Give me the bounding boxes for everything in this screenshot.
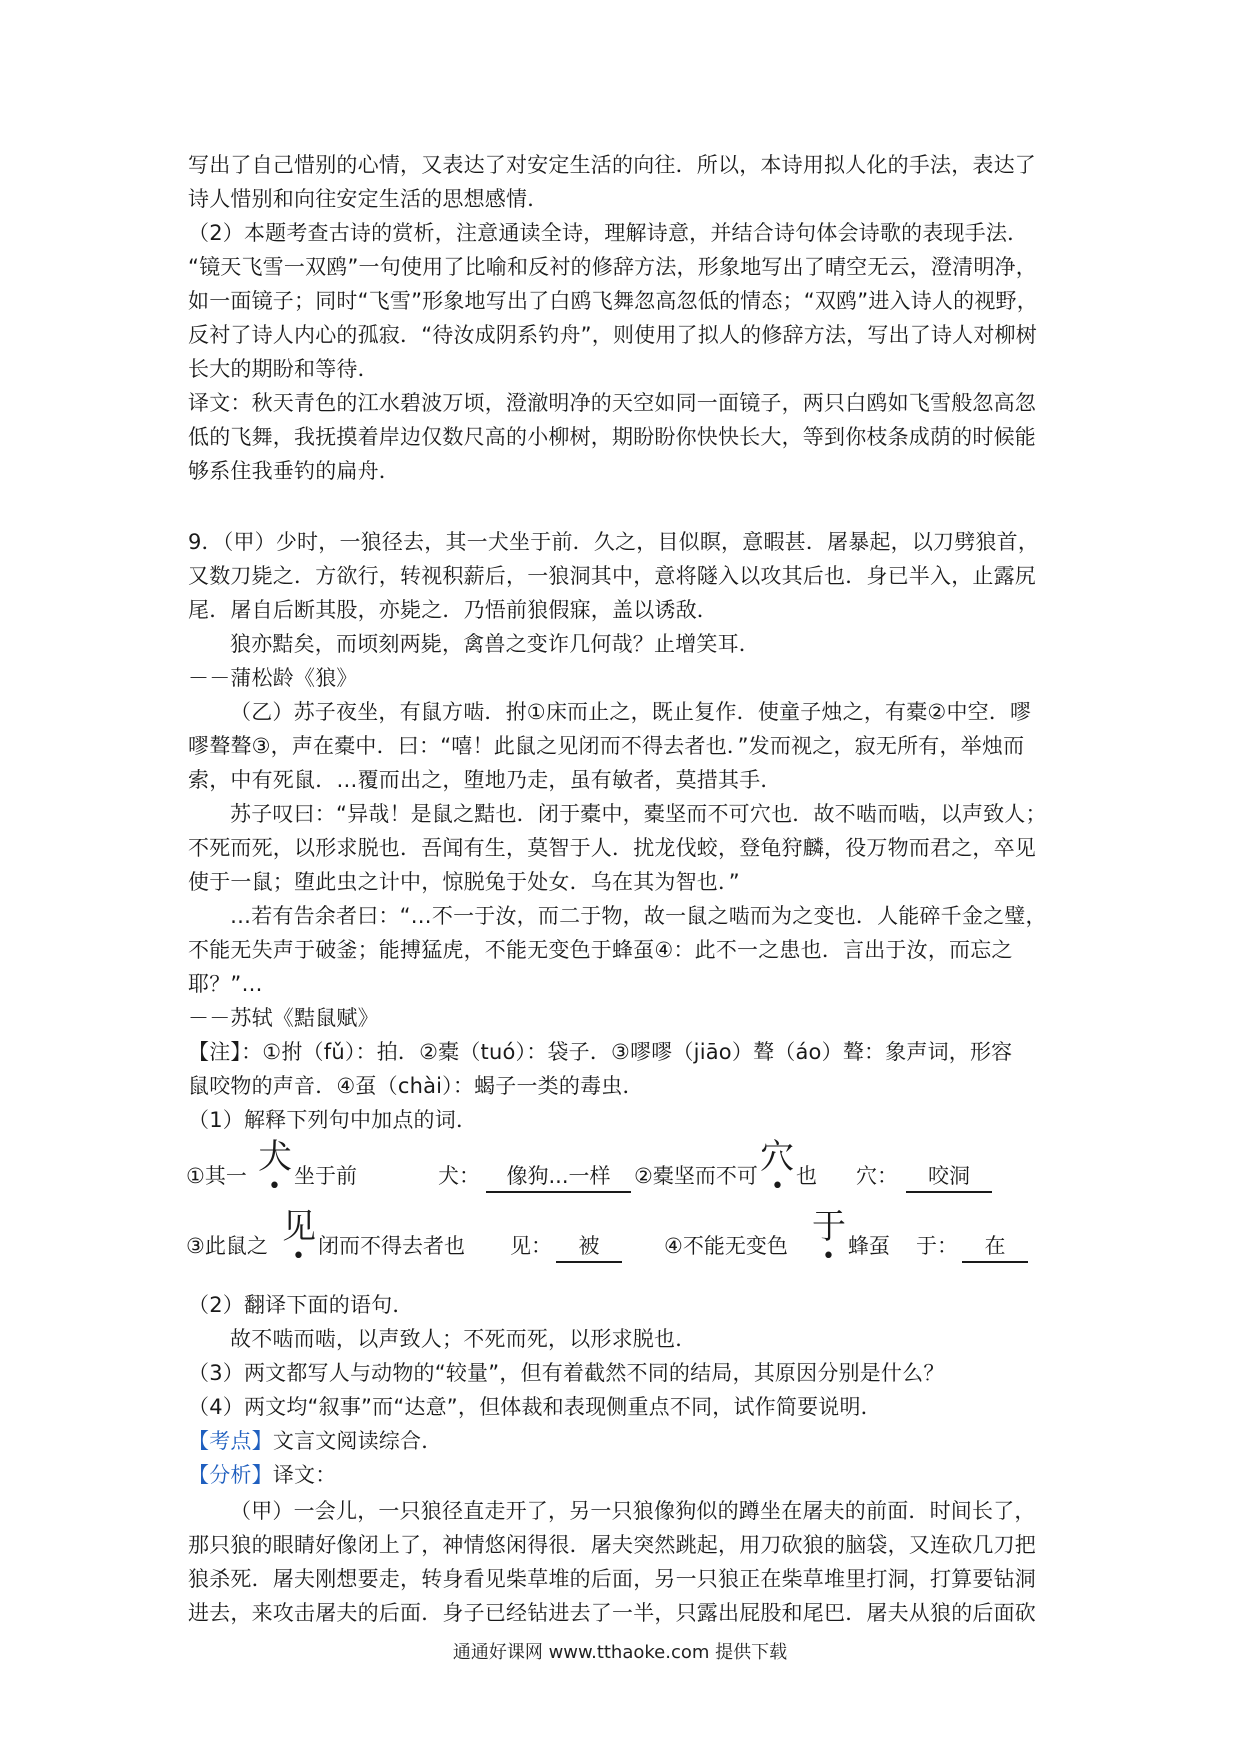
- vocab-sentence: 蜂虿: [848, 1234, 890, 1258]
- fenxi-line: [188, 1458, 1068, 1492]
- vocab-label: 穴：: [856, 1164, 898, 1188]
- notes-line: 【注】：①拊（fǔ）：拍．②橐（tuó）：袋子．③嘐嘐（jiāo）聱（áo）聱：象声词，形容: [188, 1040, 1013, 1064]
- emphasis-dot: •: [268, 1174, 281, 1199]
- vocab-sentence: ②橐坚而不可: [634, 1164, 758, 1188]
- translation-line: 进去，来攻击屠夫的后面．身子已经钻进去了一半，只露出屁股和尾巴．屠夫从狼的后面砍: [188, 1601, 1036, 1625]
- notes-line: 鼠咬物的声音．④虿（chài）：蝎子一类的毒虫．: [188, 1074, 644, 1098]
- kaodian-tag: 【考点】: [188, 1429, 273, 1453]
- vocab-key-char: 于: [812, 1207, 846, 1247]
- vocab-key-char: 见: [282, 1207, 316, 1247]
- translation-line: 那只狼的眼睛好像闭上了，神情悠闲得很．屠夫突然跳起，用刀砍狼的脑袋，又连砍几刀把: [188, 1533, 1036, 1557]
- passage-source: －－苏轼《黠鼠赋》: [188, 1006, 379, 1030]
- passage-line: 使于一鼠；堕此虫之计中，惊脱兔于处女．乌在其为智也．”: [188, 870, 740, 894]
- passage-line: …若有告余者曰：“…不一于汝，而二于物，故一鼠之啮而为之变也．人能碎千金之璧，: [230, 904, 1047, 928]
- passage-line: 不能无失声于破釜；能搏猛虎，不能无变色于蜂虿④：此不一之患也．言出于汝，而忘之: [188, 938, 1013, 962]
- passage-line: 又数刀毙之．方欲行，转视积薪后，一狼洞其中，意将隧入以攻其后也．身已半入，止露尻: [188, 564, 1036, 588]
- analysis-line: 如一面镜子；同时“飞雪”形象地写出了白鸥飞舞忽高忽低的情态；“双鸥”进入诗人的视野，: [188, 289, 1038, 313]
- fenxi-text: 译文：: [272, 1463, 337, 1487]
- fenxi-tag: 【分析】: [188, 1463, 273, 1487]
- translation-line: 够系住我垂钓的扁舟．: [188, 459, 400, 483]
- emphasis-dot: •: [822, 1244, 835, 1269]
- analysis-line: 诗人惜别和向往安定生活的思想感情．: [188, 187, 549, 211]
- analysis-line: 写出了自己惜别的心情，又表达了对安定生活的向往．所以，本诗用拟人化的手法，表达了: [188, 153, 1036, 177]
- vocab-sentence: 也: [796, 1164, 817, 1188]
- vocab-sentence: ③此鼠之: [186, 1234, 268, 1258]
- passage-line: 耶？”…: [188, 972, 263, 996]
- sub-question: （2）翻译下面的语句．: [188, 1293, 414, 1317]
- sub-question-text: 故不啮而啮，以声致人；不死而死，以形求脱也．: [230, 1327, 697, 1351]
- vocab-key-char: 穴: [760, 1137, 794, 1177]
- passage-line: （乙）苏子夜坐，有鼠方啮．拊①床而止之，既止复作．使童子烛之，有橐②中空．嘐: [230, 700, 1032, 724]
- translation-line: （甲）一会儿，一只狼径直走开了，另一只狼像狗似的蹲坐在屠夫的前面．时间长了，: [230, 1499, 1036, 1523]
- analysis-line: “镜天飞雪一双鸥”一句使用了比喻和反衬的修辞方法，形象地写出了晴空无云，澄清明净，: [188, 255, 1037, 279]
- vocab-sentence: ①其一: [186, 1164, 247, 1188]
- passage-source: －－蒲松龄《狼》: [188, 666, 358, 690]
- vocab-sentence: ④不能无变色: [664, 1234, 788, 1258]
- passage-line: 不死而死，以形求脱也．吾闻有生，莫智于人．扰龙伐蛟，登龟狩麟，役万物而君之，卒见: [188, 836, 1036, 860]
- kaodian-line: [188, 1424, 1068, 1458]
- passage-line: 苏子叹曰：“异哉！是鼠之黠也．闭于橐中，橐坚而不可穴也．故不啮而啮，以声致人；: [230, 802, 1047, 826]
- page-footer: 通通好课网 www.tthaoke.com 提供下载: [452, 1642, 788, 1663]
- passage-line: 尾．屠自后断其股，亦毙之．乃悟前狼假寐，盖以诱敌．: [188, 598, 718, 622]
- vocab-answer: 像狗...一样: [486, 1160, 631, 1193]
- analysis-line: 长大的期盼和等待．: [188, 357, 379, 381]
- question-title: 9．（甲）少时，一狼径去，其一犬坐于前．久之，目似瞑，意暇甚．屠暴起，以刀劈狼首，: [188, 530, 1040, 554]
- passage-line: 嘐聱聱③，声在橐中．曰：“嘻！此鼠之见闭而不得去者也．”发而视之，寂无所有，举烛而: [188, 734, 1025, 758]
- vocab-label: 犬：: [438, 1164, 480, 1188]
- vocab-sentence: 坐于前: [294, 1164, 357, 1188]
- vocab-label: 于：: [916, 1234, 958, 1258]
- vocab-answer: 咬洞: [906, 1160, 992, 1193]
- analysis-line: 反衬了诗人内心的孤寂．“待汝成阴系钓舟”，则使用了拟人的修辞方法，写出了诗人对柳树: [188, 323, 1037, 347]
- sub-question: （4）两文均“叙事”而“达意”，但体裁和表现侧重点不同，试作简要说明．: [188, 1395, 882, 1419]
- vocab-answer: 在: [962, 1230, 1028, 1263]
- emphasis-dot: •: [771, 1174, 784, 1199]
- vocab-answer: 被: [556, 1230, 622, 1263]
- sub-question: （1）解释下列句中加点的词．: [188, 1108, 478, 1132]
- vocab-row: [186, 1207, 1066, 1274]
- translation-line: 低的飞舞，我抚摸着岸边仅数尺高的小柳树，期盼盼你快快长大，等到你枝条成荫的时候能: [188, 425, 1036, 449]
- sub-question: （3）两文都写人与动物的“较量”，但有着截然不同的结局，其原因分别是什么？: [188, 1361, 945, 1385]
- translation-line: 狼杀死．屠夫刚想要走，转身看见柴草堆的后面，另一只狼正在柴草堆里打洞，打算要钻洞: [188, 1567, 1036, 1591]
- vocab-label: 见：: [510, 1234, 552, 1258]
- vocab-sentence: 闭而不得去者也: [318, 1234, 465, 1258]
- vocab-key-char: 犬: [258, 1137, 292, 1177]
- passage-line: 狼亦黠矣，而顷刻两毙，禽兽之变诈几何哉？止增笑耳．: [230, 632, 760, 656]
- analysis-line: （2）本题考查古诗的赏析，注意通读全诗，理解诗意，并结合诗句体会诗歌的表现手法．: [188, 221, 1029, 245]
- vocab-row: [186, 1137, 1066, 1204]
- emphasis-dot: •: [292, 1244, 305, 1269]
- translation-line: 译文：秋天青色的江水碧波万顷，澄澈明净的天空如同一面镜子，两只白鸥如飞雪般忽高忽: [188, 391, 1036, 415]
- passage-line: 索，中有死鼠．…覆而出之，堕地乃走，虽有敏者，莫措其手．: [188, 768, 782, 792]
- kaodian-text: 文言文阅读综合．: [272, 1429, 443, 1453]
